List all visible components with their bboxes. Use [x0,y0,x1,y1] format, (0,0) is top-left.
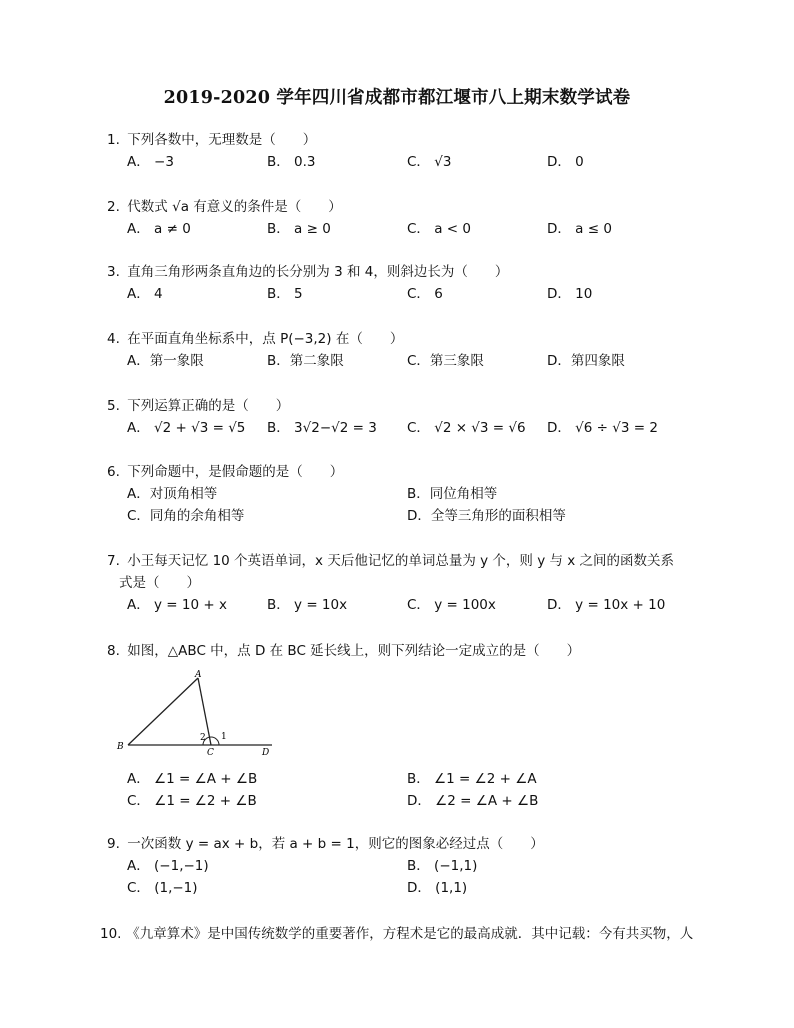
option-b: B． 5 [267,286,303,302]
option-a: A． 4 [127,286,163,302]
question-stem: 下列命题中，是假命题的是（ ） [127,464,344,480]
option-c: C．同角的余角相等 [127,508,245,524]
question-stem: 代数式 √a 有意义的条件是（ ） [127,199,342,215]
question-number: 3. [107,264,120,280]
question-7 [107,550,717,616]
question-stem: 如图，△ABC 中，点 D 在 BC 延长线上，则下列结论一定成立的是（ ） [127,643,581,659]
question-8 [107,640,717,662]
option-d: D． (1,1) [407,880,468,896]
question-stem: 《九章算术》是中国传统数学的重要著作，方程术是它的最高成就．其中记载：今有共买物，人 [126,926,694,942]
question-1 [107,129,717,173]
page-title: 2019-2020 学年四川省成都市都江堰市八上期末数学试卷 [163,88,631,108]
label-a: A [195,670,202,680]
option-c: C．第三象限 [407,353,484,369]
question-number: 8. [107,643,120,659]
question-9 [107,833,717,899]
segment-ab [128,678,198,745]
option-b: B．第二象限 [267,353,344,369]
option-a: A． y = 10 + x [127,597,227,613]
question-6 [107,461,717,527]
option-a: A． a ≠ 0 [127,221,191,237]
option-c: C． a < 0 [407,221,471,237]
option-b: B．同位角相等 [407,486,498,502]
question-number: 5. [107,398,120,414]
option-a: A．对顶角相等 [127,486,218,502]
question-10 [100,923,720,945]
option-d: D． √6 ÷ √3 = 2 [547,420,658,436]
option-c: C． √2 × √3 = √6 [407,420,526,436]
option-c: C． 6 [407,286,443,302]
option-b: B． ∠1 = ∠2 + ∠A [407,771,537,787]
option-a: A． ∠1 = ∠A + ∠B [127,771,258,787]
triangle-figure [112,668,282,758]
option-c: C． (1,−1) [127,880,198,896]
question-number: 4. [107,331,120,347]
question-stem-continued: 式是（ ） [119,575,200,591]
question-5 [107,395,717,439]
option-b: B． 0.3 [267,154,316,170]
question-3 [107,261,717,305]
option-d: D． ∠2 = ∠A + ∠B [407,793,539,809]
option-d: D． a ≤ 0 [547,221,612,237]
label-d: D [262,748,270,758]
question-4 [107,328,717,372]
option-d: D．全等三角形的面积相等 [407,508,566,524]
question-stem: 一次函数 y = ax + b，若 a + b = 1，则它的图象必经过点（ ） [127,836,544,852]
question-number: 6. [107,464,120,480]
question-8-options [107,768,717,812]
option-c: C． √3 [407,154,452,170]
question-number: 2. [107,199,120,215]
option-b: B． 3√2−√2 = 3 [267,420,377,436]
option-b: B． a ≥ 0 [267,221,331,237]
question-stem: 小王每天记忆 10 个英语单词，x 天后他记忆的单词总量为 y 个，则 y 与 x 之间的函数关系 [127,553,675,569]
question-number: 10. [100,926,122,942]
option-d: D． 0 [547,154,584,170]
option-a: A．第一象限 [127,353,204,369]
question-stem: 下列运算正确的是（ ） [127,398,290,414]
question-number: 1. [107,132,120,148]
question-stem: 在平面直角坐标系中，点 P(−3,2) 在（ ） [127,331,404,347]
option-a: A． (−1,−1) [127,858,209,874]
option-d: D．第四象限 [547,353,625,369]
option-b: B． y = 10x [267,597,348,613]
option-d: D． y = 10x + 10 [547,597,666,613]
label-angle-1: 1 [221,732,227,742]
label-c: C [207,748,214,758]
option-d: D． 10 [547,286,593,302]
option-a: A． −3 [127,154,174,170]
option-a: A． √2 + √3 = √5 [127,420,246,436]
question-2 [107,196,717,240]
label-b: B [117,742,124,752]
option-c: C． ∠1 = ∠2 + ∠B [127,793,257,809]
option-c: C． y = 100x [407,597,496,613]
question-stem: 下列各数中，无理数是（ ） [127,132,317,148]
question-number: 9. [107,836,120,852]
option-b: B． (−1,1) [407,858,478,874]
question-stem: 直角三角形两条直角边的长分别为 3 和 4，则斜边长为（ ） [127,264,509,280]
label-angle-2: 2 [200,733,206,743]
question-number: 7. [107,553,120,569]
